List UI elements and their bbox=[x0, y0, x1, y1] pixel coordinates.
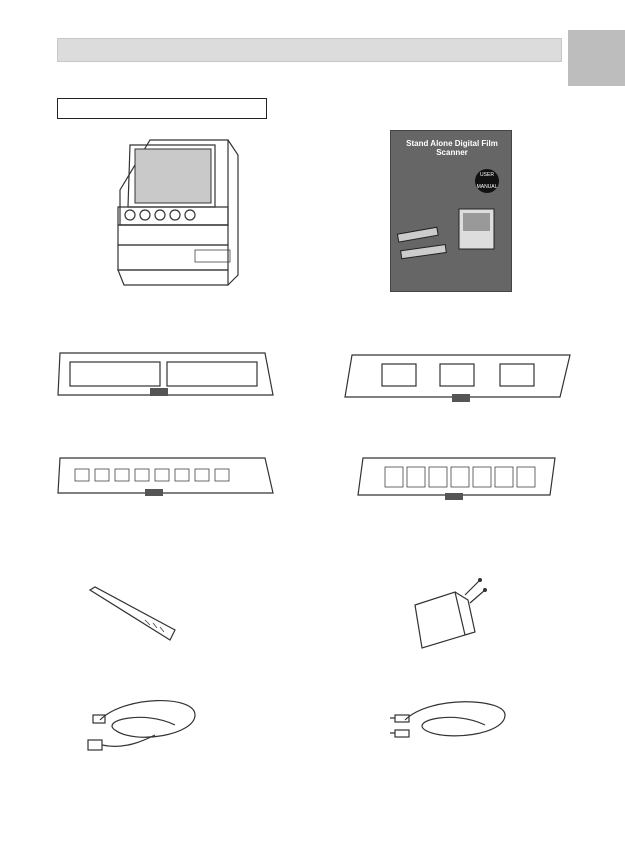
film-holder-126-image bbox=[355, 455, 570, 515]
manual-scanner-illustration bbox=[451, 201, 506, 256]
film-holder-slide-image bbox=[55, 350, 275, 405]
usb-cable-image bbox=[85, 690, 210, 755]
scanner-device-image bbox=[100, 135, 250, 295]
tv-cable-image bbox=[385, 690, 515, 750]
side-tab bbox=[568, 30, 625, 86]
power-adapter-image bbox=[400, 570, 490, 655]
manual-film-strips bbox=[396, 226, 456, 266]
film-holder-negative-image bbox=[55, 455, 275, 510]
header-bar bbox=[57, 38, 562, 62]
cleaning-brush-image bbox=[85, 585, 185, 645]
user-manual-cover bbox=[390, 130, 512, 292]
section-box bbox=[57, 98, 267, 119]
manual-title: Stand Alone Digital Film Scanner bbox=[406, 139, 498, 157]
manual-badge: USER MANUAL bbox=[475, 169, 499, 193]
film-holder-110-image bbox=[340, 352, 580, 412]
